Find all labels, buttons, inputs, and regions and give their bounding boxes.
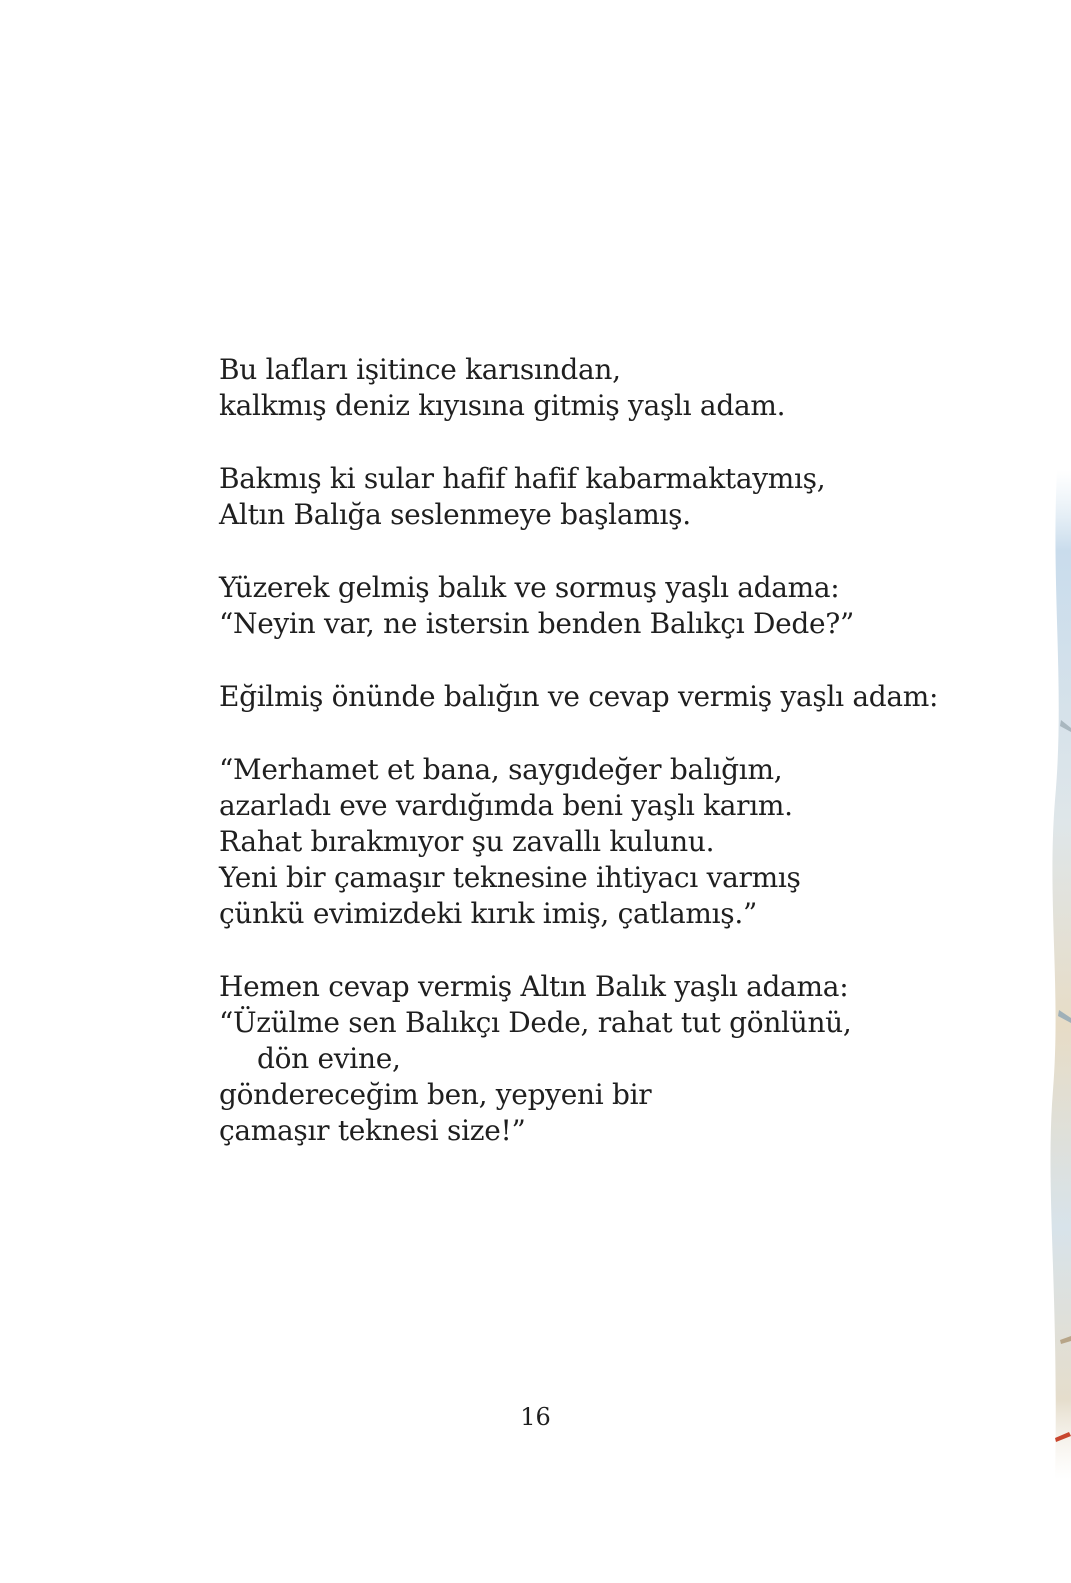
- page-number: 16: [520, 1403, 551, 1431]
- poem-line: Hemen cevap vermiş Altın Balık yaşlı adama:: [219, 970, 849, 1003]
- poem-line: Rahat bırakmıyor şu zavallı kulunu.: [219, 825, 715, 858]
- poem-line: azarladı eve vardığımda beni yaşlı karım.: [219, 789, 793, 822]
- poem-text: [219, 352, 939, 1186]
- poem-line: dön evine,: [257, 1042, 401, 1075]
- poem-line: çamaşır teknesi size!”: [219, 1114, 526, 1147]
- stanza: [219, 461, 939, 533]
- poem-line: Bu lafları işitince karısından,: [219, 353, 621, 386]
- poem-line: kalkmış deniz kıyısına gitmiş yaşlı adam.: [219, 389, 786, 422]
- poem-line: “Neyin var, ne istersin benden Balıkçı Dede?”: [219, 607, 854, 640]
- poem-line: çünkü evimizdeki kırık imiş, çatlamış.”: [219, 897, 757, 930]
- stanza: [219, 679, 939, 715]
- poem-line: “Merhamet et bana, saygıdeğer balığım,: [219, 753, 783, 786]
- poem-line: Altın Balığa seslenmeye başlamış.: [219, 498, 691, 531]
- edge-illustration: [1035, 470, 1071, 1480]
- stanza: [219, 352, 939, 424]
- stanza: [219, 570, 939, 642]
- stanza: [219, 752, 939, 932]
- poem-line: Bakmış ki sular hafif hafif kabarmaktaymış,: [219, 462, 826, 495]
- poem-line: Eğilmiş önünde balığın ve cevap vermiş yaşlı adam:: [219, 680, 939, 713]
- poem-line: göndereceğim ben, yepyeni bir: [219, 1078, 652, 1111]
- stanza: [219, 969, 939, 1149]
- poem-line: Yeni bir çamaşır teknesine ihtiyacı varmış: [219, 861, 801, 894]
- poem-line: Yüzerek gelmiş balık ve sormuş yaşlı adama:: [219, 571, 840, 604]
- poem-line: “Üzülme sen Balıkçı Dede, rahat tut gönlünü,: [219, 1006, 852, 1039]
